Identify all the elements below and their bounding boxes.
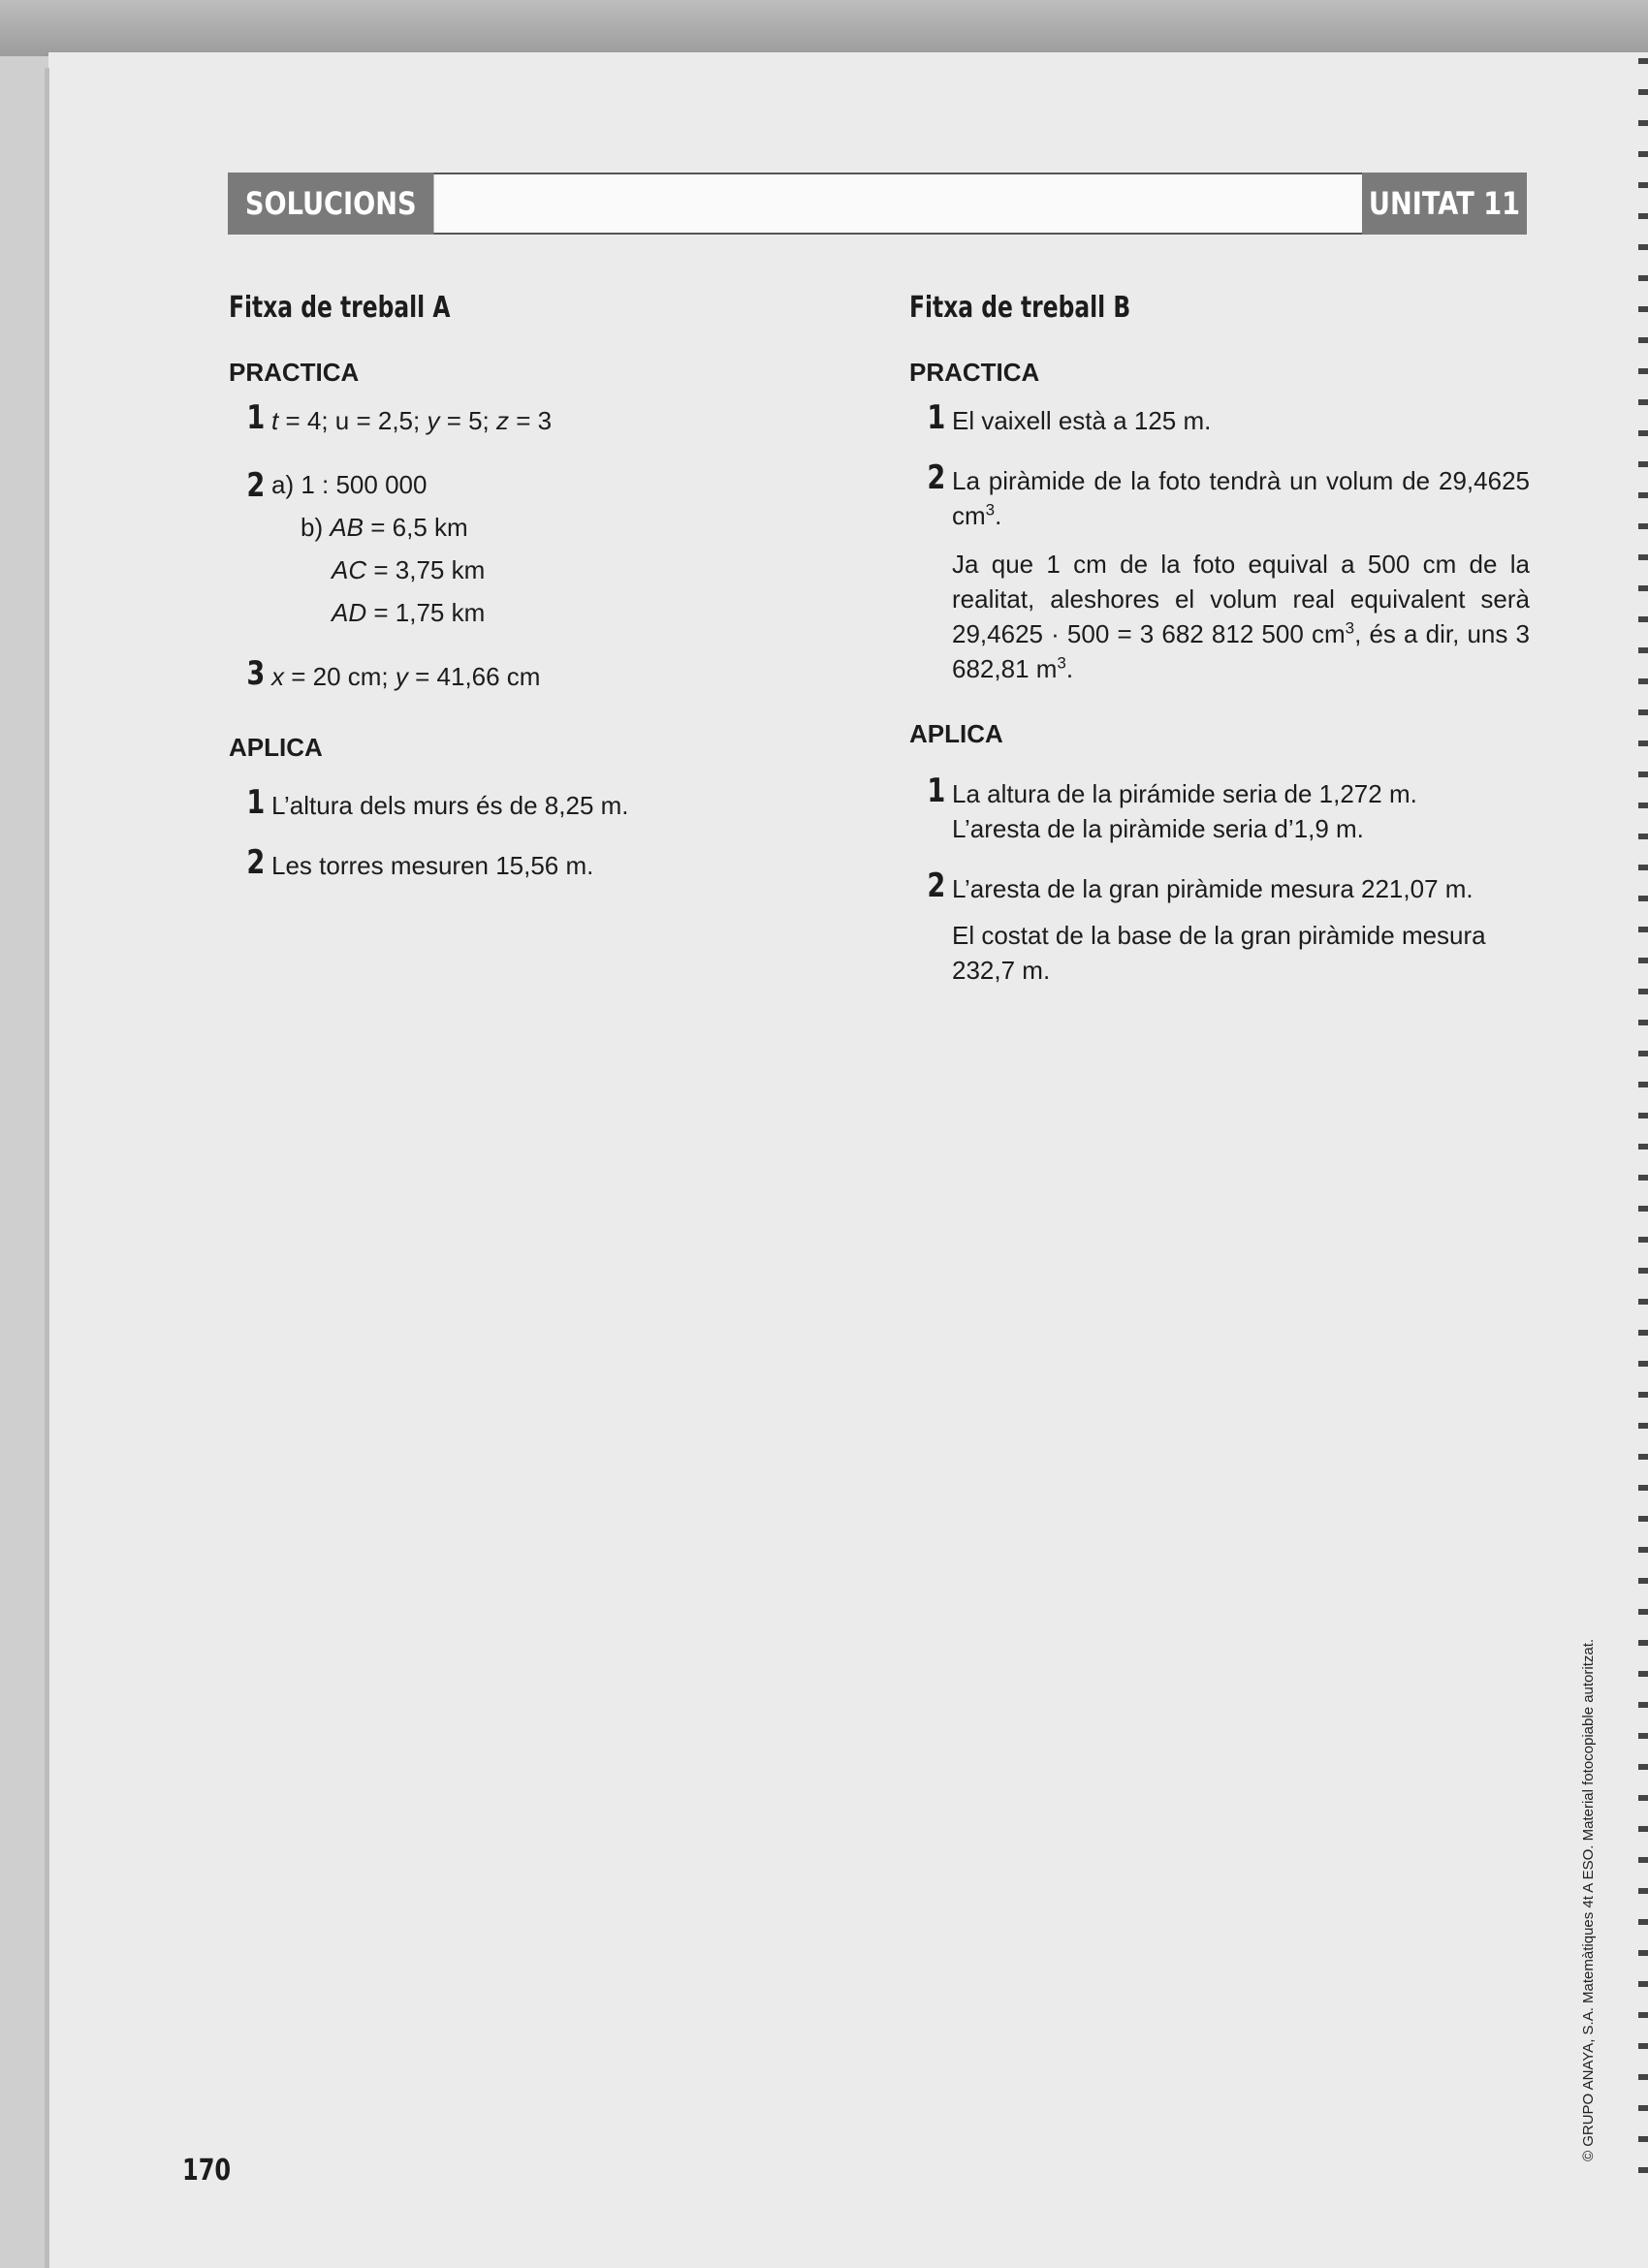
sheet-b-column (909, 291, 1530, 1013)
sheet-a-practica-ex2 (229, 463, 859, 634)
ex2-part-b-ad: AD = 1,75 km (332, 598, 486, 627)
sheet-a-title: Fitxa de treball A (229, 291, 451, 325)
b-ex2-volume: La piràmide de la foto tendrà un volum de 29,4625 $cm^3$. (952, 466, 1530, 530)
sheet-b-aplica-title: APLICA (909, 719, 1003, 748)
b-aplica-ex1-line2: L’aresta de la piràmide seria d’1,9 m. (952, 814, 1364, 843)
scan-top-edge (0, 0, 1648, 56)
sheet-a-column (229, 291, 859, 908)
sheet-b-aplica-ex2 (909, 866, 1530, 988)
exercise-number: 2 (246, 466, 266, 505)
aplica-ex2-answer: Les torres mesuren 15,56 m. (271, 851, 594, 880)
ex2-part-b-ab: b) AB = 6,5 km (301, 513, 468, 542)
header-unit-label: UNITAT 11 (1362, 173, 1527, 235)
sheet-b-title: Fitxa de treball B (909, 291, 1131, 325)
page-number: 170 (182, 2154, 232, 2188)
copyright-notice: © GRUPO ANAYA, S.A. Matemàtiques 4t A ESO. Material fotocopiable autoritzat. (1580, 1638, 1597, 2161)
ex1-answer: t = 4; u = 2,5; y = 5; z = 3 (271, 406, 553, 435)
ex2-part-b-ac: AC = 3,75 km (332, 555, 486, 584)
sheet-b-aplica-ex1 (909, 772, 1530, 846)
aplica-ex1-answer: L’altura dels murs és de 8,25 m. (271, 791, 629, 820)
ex2-part-a: a) 1 : 500 000 (271, 470, 428, 499)
ex3-answer: x = 20 cm; y = 41,66 cm (271, 662, 541, 691)
b-ex1-answer: El vaixell està a 125 m. (952, 406, 1212, 435)
exercise-number: 3 (246, 654, 266, 693)
b-aplica-ex1-line1: La altura de la pirámide seria de 1,272 m. (952, 779, 1417, 808)
header-solutions-label: SOLUCIONS (228, 173, 434, 235)
sheet-b-practica-ex2 (909, 458, 1530, 686)
sheet-a-aplica-ex1 (229, 783, 859, 823)
exercise-number: 2 (927, 458, 946, 497)
sheet-a-aplica-title: APLICA (229, 733, 323, 762)
exercise-number: 2 (246, 843, 266, 882)
header-bar (228, 173, 1527, 235)
page-curl (45, 68, 49, 2268)
spiral-binding (1638, 58, 1648, 2190)
b-aplica-ex2-line1: L’aresta de la gran piràmide mesura 221,07 m. (952, 874, 1474, 903)
exercise-number: 1 (927, 398, 946, 437)
sheet-b-practica-ex1 (909, 398, 1530, 438)
b-ex2-real-volume: Ja que 1 cm de la foto equival a 500 cm de la realitat, aleshores el volum real equivalent serà 29,4625 · 500 = 3 682 812 500 $cm^3$, és a dir, uns 3 682,81 $m^3$. (952, 550, 1530, 683)
b-aplica-ex2-line2: El costat de la base de la gran piràmide mesura 232,7 m. (952, 921, 1486, 985)
sheet-a-aplica-ex2 (229, 843, 859, 883)
exercise-number: 1 (246, 398, 266, 437)
exercise-number: 2 (927, 866, 946, 905)
exercise-number: 1 (246, 783, 266, 822)
sheet-b-practica-title: PRACTICA (909, 358, 1040, 387)
sheet-a-practica-ex3 (229, 654, 859, 694)
sheet-a-practica-ex1 (229, 398, 859, 438)
sheet-a-practica-title: PRACTICA (229, 358, 360, 387)
exercise-number: 1 (927, 772, 946, 810)
